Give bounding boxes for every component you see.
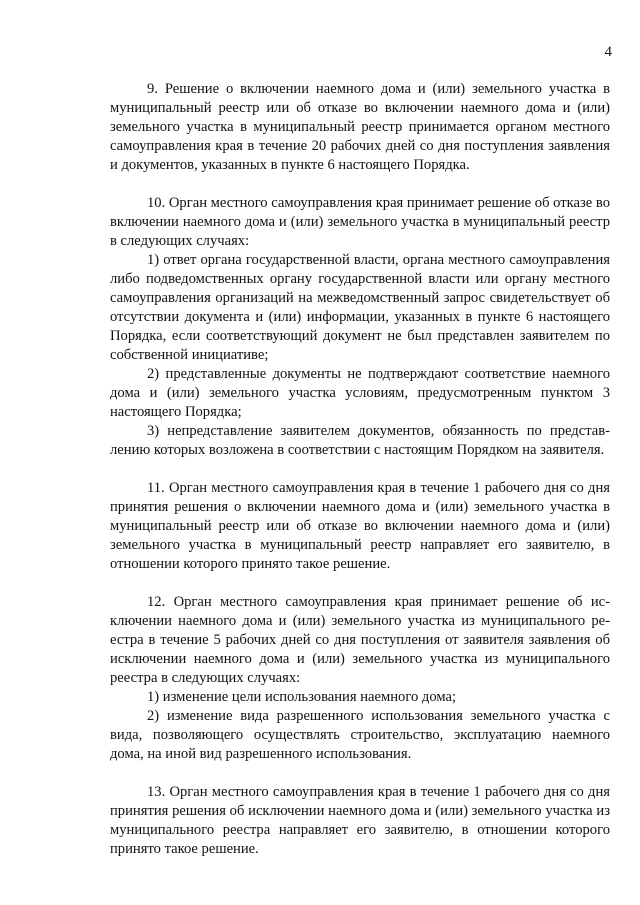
paragraph-10: 10. Орган местного самоуправления края принимает решение об отказе во включении наемного дома и (или) земельного участка в муниципальный реестр в следующих случаях:	[110, 195, 610, 249]
paragraph-10-item-1: 1) ответ органа государственной власти, органа местного самоуправления либо подведомственных органу государственной власти или органу местного самоуправления организаций на межведомственный запрос свидетельствует об отсутствии документа и (или) информации, указанных в пункте 6 настоящего Порядка, если соответствующий документ не был представлен заявителем по собственной инициативе;	[110, 252, 610, 363]
paragraph-10-item-2: 2) представленные документы не подтверждают соответствие наемного дома и (или) земельного участка условиям, предусмотренным пунктом 3 настоящего Порядка;	[110, 366, 610, 420]
paragraph-9: 9. Решение о включении наемного дома и (или) земельного участка в муниципальный реестр или об отказе во включении наемного дома и (или) земельного участка в муниципальный реестр принимается органом местного самоуправления края в течение 20 рабочих дней со дня поступления заявления и документов, указанных в пункте 6 настоящего Порядка.	[110, 81, 610, 173]
paragraph-12-item-2: 2) изменение вида разрешенного использования земельного участка с вида, позволяющего осуществлять строительство, эксплуатацию наемного дома, на иной вид разрешенного использования.	[110, 708, 610, 762]
paragraph-10-item-3: 3) непредставление заявителем документов, обязанность по представлению которых возложена в соответствии с настоящим Порядком на заявителя.	[110, 423, 610, 458]
document-body	[110, 80, 610, 859]
paragraph-12: 12. Орган местного самоуправления края принимает решение об исключении наемного дома и (или) земельного участка из муниципального реестра в течение 5 рабочих дней со дня поступления от заявителя заявления об исключении наемного дома и (или) земельного участка из муниципального реестра в следующих случаях:	[110, 594, 610, 686]
paragraph-11: 11. Орган местного самоуправления края в течение 1 рабочего дня со дня принятия решения о включении наемного дома и (или) земельного участка в муниципальный реестр или об отказе во включении наемного дома и (или) земельного участка в муниципальный реестр направляет его заявителю, в отношении которого принято такое решение.	[110, 480, 610, 572]
paragraph-12-item-1: 1) изменение цели использования наемного дома;	[147, 689, 457, 705]
page-number: 4	[604, 44, 612, 60]
paragraph-13: 13. Орган местного самоуправления края в течение 1 рабочего дня со дня принятия решения об исключении наемного дома и (или) земельного участка из муниципального реестра направляет его заявителю, в отношении которого принято такое решение.	[110, 784, 610, 857]
